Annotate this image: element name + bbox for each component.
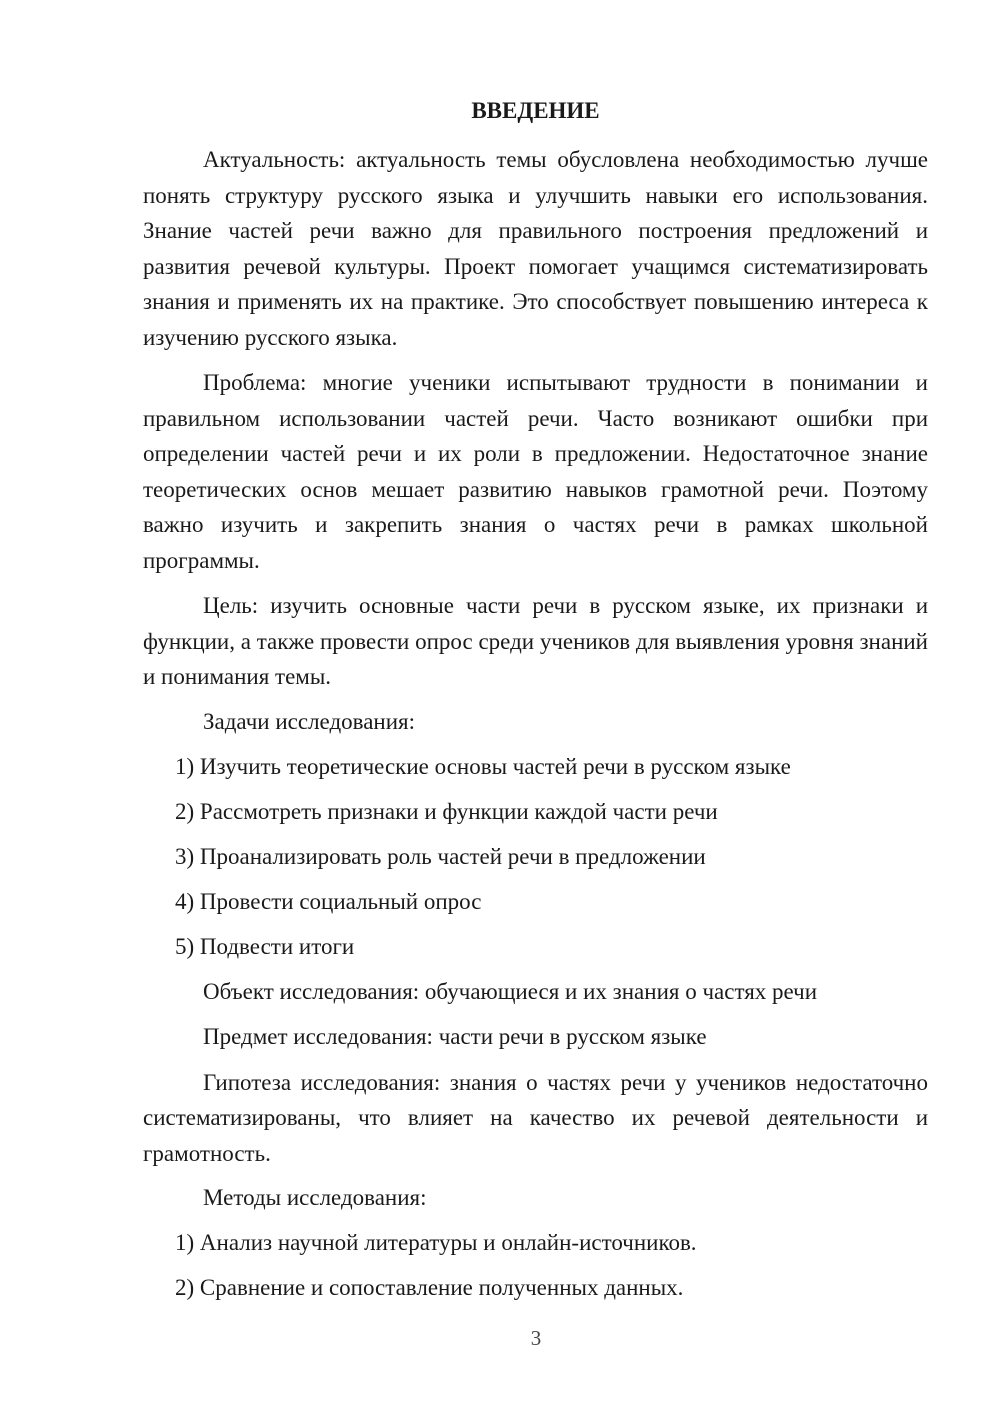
page-content [143, 94, 928, 1316]
goal-paragraph: Цель: изучить основные части речи в русском языке, их признаки и функции, а также провести опрос среди учеников для выявления уровня знаний и понимания темы. [143, 593, 928, 689]
problem-paragraph: Проблема: многие ученики испытывают трудности в понимании и правильном использовании частей речи. Часто возникают ошибки при определении частей речи и их роли в предложении. Недостаточное знание теоретических основ мешает развитию навыков грамотной речи. Поэтому важно изучить и закрепить знания о частях речи в рамках школьной программы. [143, 370, 928, 573]
tasks-title: Задачи исследования: [203, 708, 416, 734]
method-item-1: 1) Анализ научной литературы и онлайн-источников. [175, 1230, 697, 1255]
task-item-3: 3) Проанализировать роль частей речи в предложении [175, 843, 706, 869]
page-number: 3 [530, 1326, 542, 1350]
research-object: Объект исследования: обучающиеся и их знания о частях речи [203, 978, 818, 1004]
relevance-paragraph: Актуальность: актуальность темы обусловлена необходимостью лучше понять структуру русского языка и улучшить навыки его использования. Знание частей речи важно для правильного построения предложений и развития речевой культуры. Проект помогает учащимся систематизировать знания и применять их на практике. Это способствует повышению интереса к изучению русского языка. [143, 147, 928, 350]
section-heading: ВВЕДЕНИЕ [471, 98, 600, 123]
research-subject: Предмет исследования: части речи в русском языке [203, 1023, 707, 1049]
methods-title: Методы исследования: [203, 1185, 427, 1210]
hypothesis-paragraph: Гипотеза исследования: знания о частях речи у учеников недостаточно систематизированы, что влияет на качество их речевой деятельности и грамотность. [143, 1069, 928, 1166]
task-item-1: 1) Изучить теоретические основы частей речи в русском языке [175, 753, 791, 779]
task-item-2: 2) Рассмотреть признаки и функции каждой части речи [175, 798, 718, 824]
task-item-4: 4) Провести социальный опрос [175, 888, 482, 914]
method-item-2: 2) Сравнение и сопоставление полученных данных. [175, 1275, 684, 1300]
task-item-5: 5) Подвести итоги [175, 933, 355, 959]
